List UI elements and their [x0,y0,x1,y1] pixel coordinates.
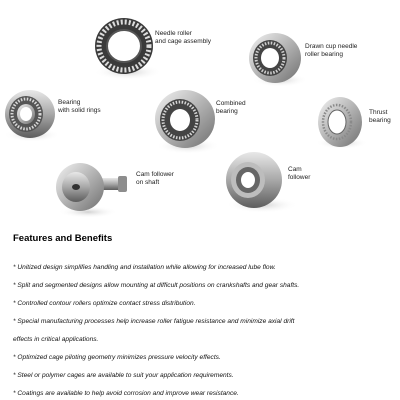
feature-item: * Unitized design simplifies handling and installation while allowing for increased lube flow. [13,264,276,271]
feature-item: * Optimized cage piloting geometry minimizes pressure velocity effects. [13,354,221,361]
cam-follower-shaft-label: Cam follower on shaft [136,171,174,186]
solid-rings-label: Bearing with solid rings [58,99,101,114]
feature-item: * Coatings are available to help avoid corrosion and improve wear resistance. [13,390,239,397]
combined-bearing-label: Combined bearing [216,100,246,115]
combined-bearing-image [155,90,220,154]
feature-item: * Special manufacturing processes help increase roller fatigue resistance and minimize axial drift [13,318,295,325]
cam-follower-shaft-image [56,163,127,218]
feature-item-continued: effects in critical applications. [13,336,99,343]
section-heading: Features and Benefits [13,233,113,244]
thrust-bearing-image [316,97,368,149]
drawn-cup-bearing-image [249,33,308,87]
feature-item: * Controlled contour rollers optimize contact stress distribution. [13,300,196,307]
cam-follower-image [226,152,298,213]
cam-follower-label: Cam follower [288,166,311,181]
needle-roller-cage-image [94,18,162,80]
feature-item: * Steel or polymer cages are available to suit your application requirements. [13,372,234,379]
feature-item: * Split and segmented designs allow mounting at difficult positions on crankshafts and gear shafts. [13,282,300,289]
needle-roller-label: Needle roller and cage assembly [155,30,212,45]
drawn-cup-label: Drawn cup needle roller bearing [305,43,358,58]
thrust-bearing-label: Thrust bearing [369,109,391,124]
solid-ring-bearing-image [4,90,60,142]
